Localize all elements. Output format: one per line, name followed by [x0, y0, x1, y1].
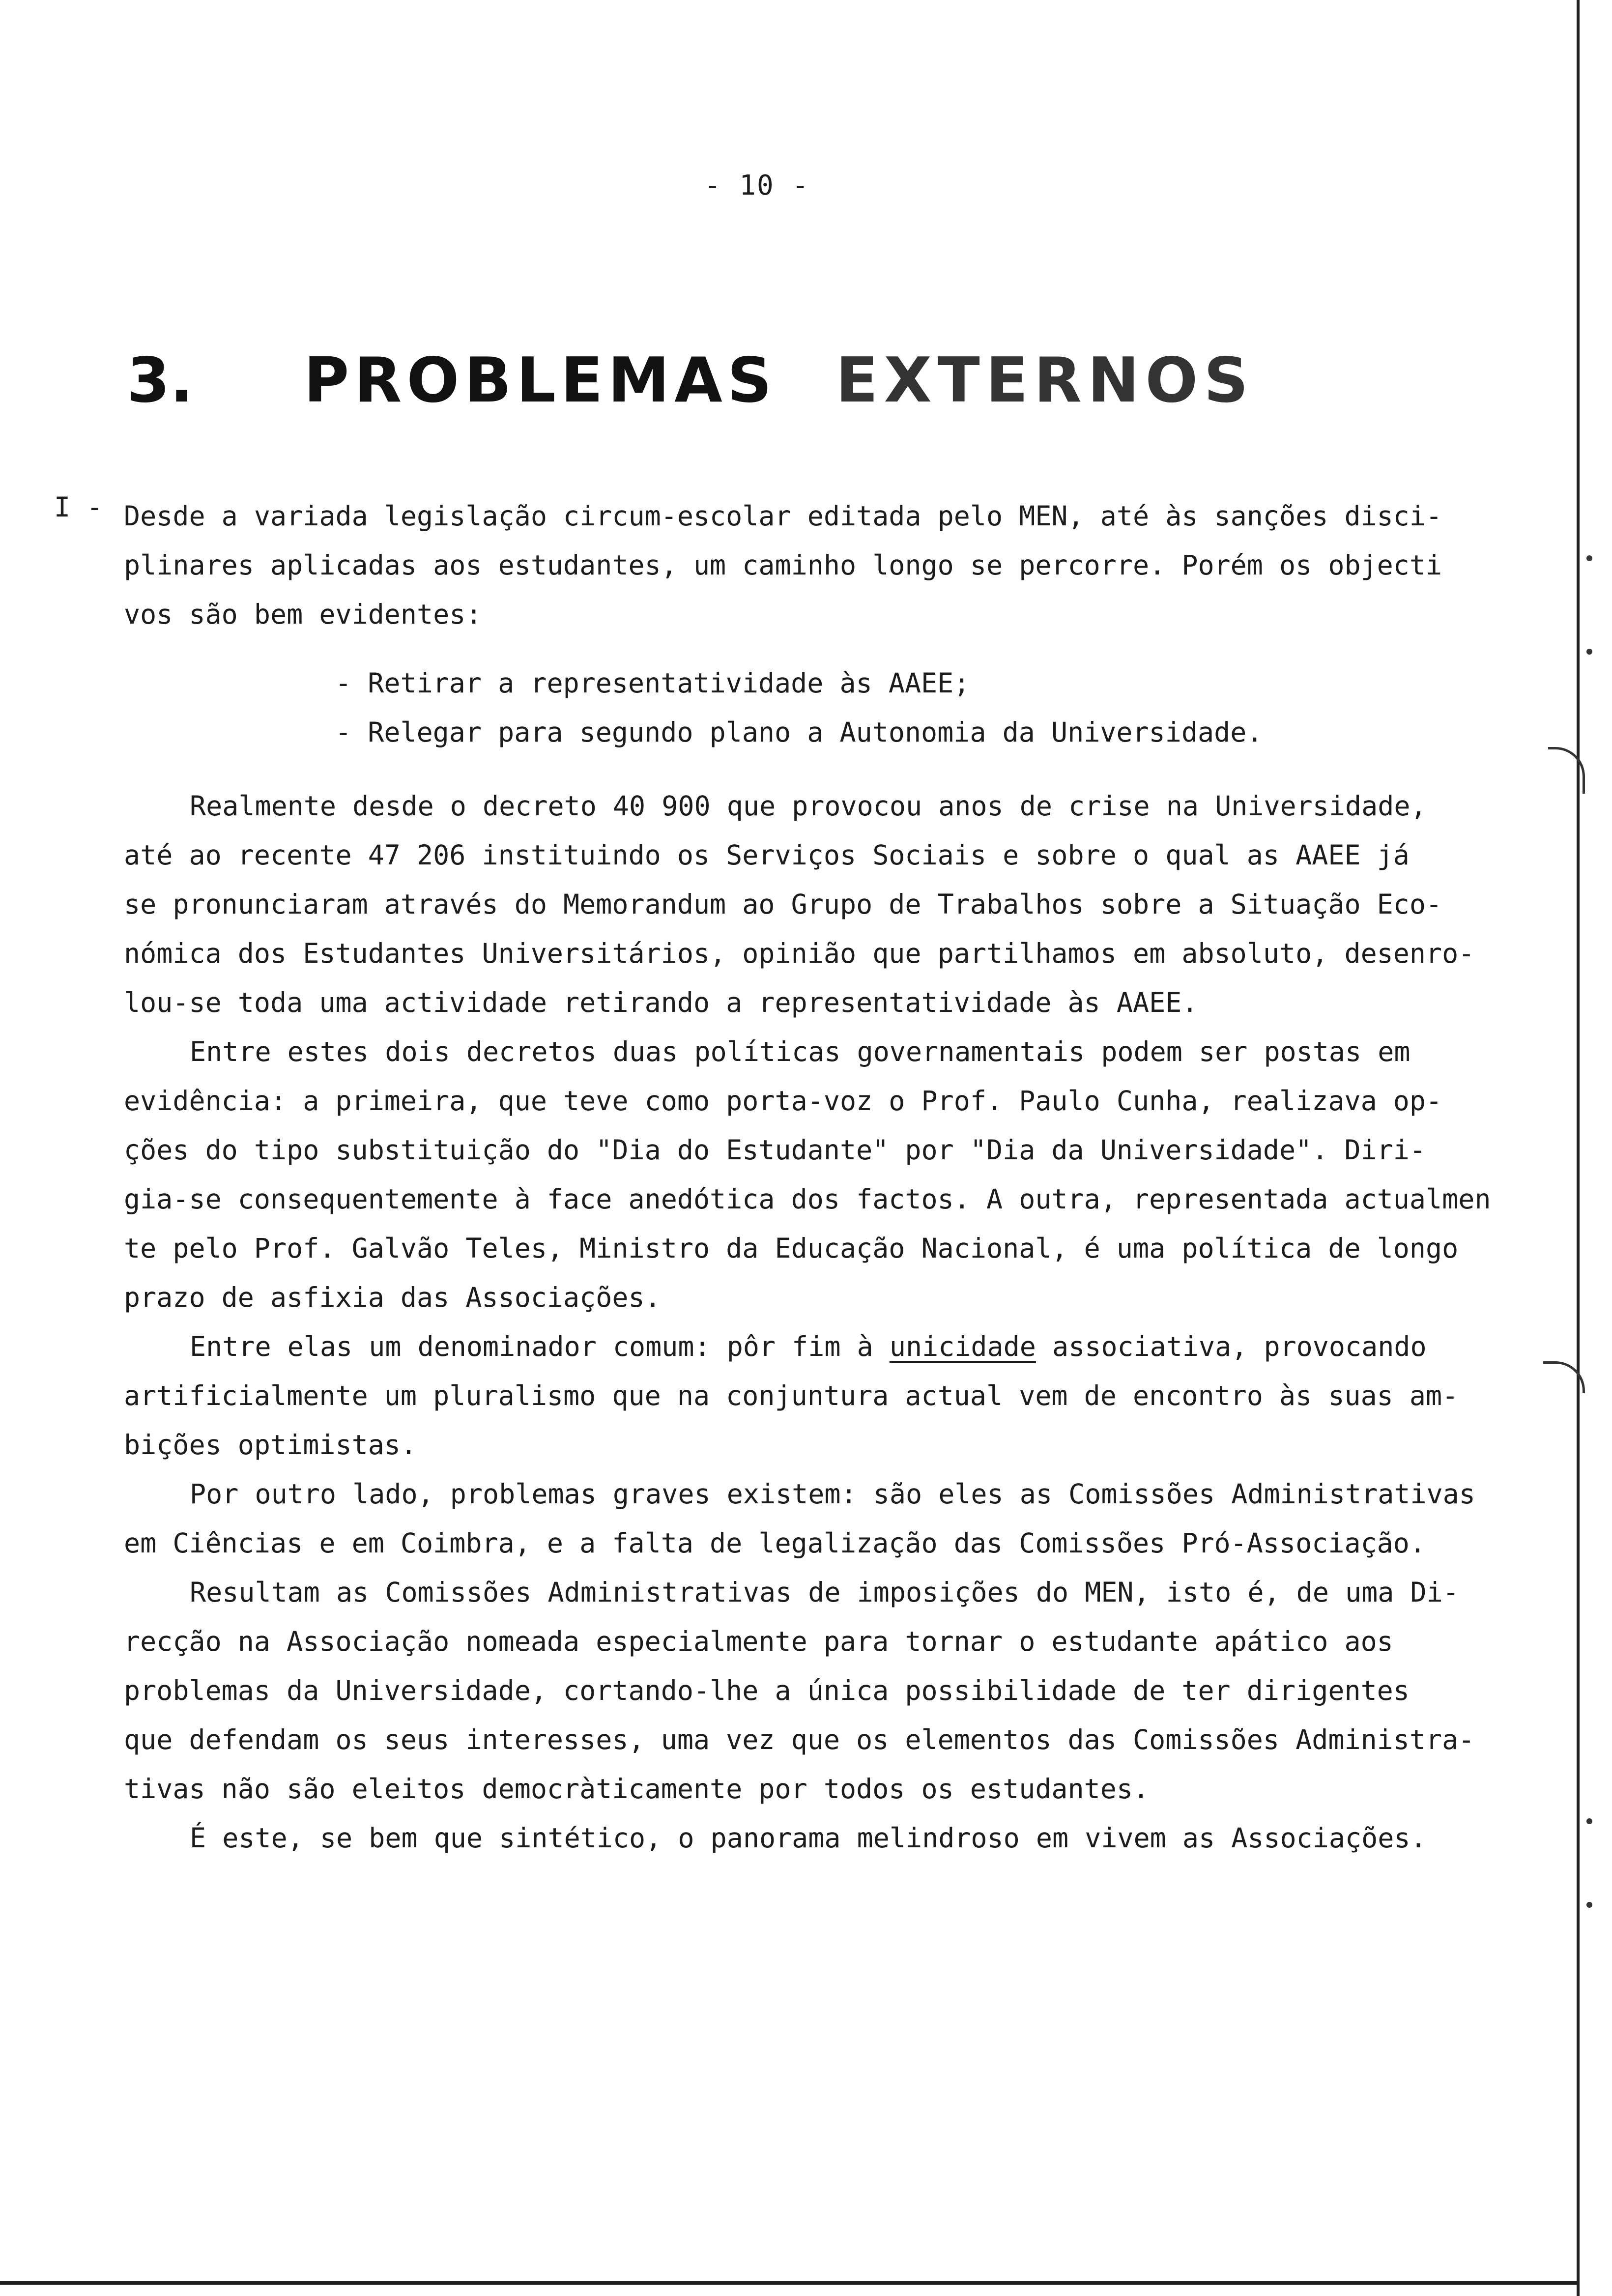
heading-number: 3. — [127, 344, 194, 416]
text-line: evidência: a primeira, que teve como porta-voz o Prof. Paulo Cunha, realizava op- — [124, 1085, 1442, 1117]
scan-dot — [1586, 555, 1592, 561]
text-line: bições optimistas. — [124, 1429, 417, 1461]
text-line: problemas da Universidade, cortando-lhe a única possibilidade de ter dirigentes — [124, 1675, 1410, 1706]
text-line: nómica dos Estudantes Universitários, opinião que partilhamos em absoluto, desenro- — [124, 938, 1475, 969]
paragraph — [124, 1027, 1491, 1322]
paragraph — [124, 781, 1474, 1027]
bottom-margin-rule — [0, 2281, 1577, 2285]
underlined-word: unicidade — [889, 1331, 1036, 1362]
text-line: que defendam os seus interesses, uma vez que os elementos das Comissões Administra- — [124, 1724, 1475, 1755]
text-line: Desde a variada legislação circum-escolar editada pelo MEN, até às sanções disci- — [124, 500, 1442, 532]
heading-word-1: PROBLEMAS — [304, 344, 777, 416]
text-line: prazo de asfixia das Associações. — [124, 1282, 661, 1313]
text-line: artificialmente um pluralismo que na conjuntura actual vem de encontro às suas am- — [124, 1380, 1459, 1411]
text-line: Realmente desde o decreto 40 900 que provocou anos de crise na Universidade, — [190, 790, 1427, 822]
heading-word-2: EXTERNOS — [835, 344, 1255, 416]
text-line: lou-se toda uma actividade retirando a representatividade às AAEE. — [124, 987, 1198, 1018]
text-line: em Ciências e em Coimbra, e a falta de legalização das Comissões Pró-Associação. — [124, 1527, 1426, 1559]
text-segment: associativa, provocando — [1036, 1331, 1427, 1362]
text-line: ções do tipo substituição do "Dia do Estudante" por "Dia da Universidade". Diri- — [124, 1134, 1426, 1166]
text-line: se pronunciaram através do Memorandum ao Grupo de Trabalhos sobre a Situação Eco- — [124, 889, 1442, 920]
scan-dot — [1586, 1902, 1592, 1908]
text-line: gia-se consequentemente à face anedótica dos factos. A outra, representada actualmen — [124, 1183, 1491, 1215]
bullet-item: - Retirar a representatividade às AAEE; — [335, 667, 970, 699]
paragraph — [124, 1469, 1475, 1568]
section-marker: I - — [54, 491, 103, 523]
text-line: recção na Associação nomeada especialmente para tornar o estudante apático aos — [124, 1626, 1393, 1657]
paragraph — [124, 1322, 1458, 1469]
scan-dot — [1586, 649, 1592, 655]
text-line: te pelo Prof. Galvão Teles, Ministro da Educação Nacional, é uma política de longo — [124, 1233, 1459, 1264]
text-line: Entre estes dois decretos duas políticas governamentais podem ser postas em — [190, 1036, 1410, 1067]
paragraph — [124, 1813, 1427, 1863]
text-line: até ao recente 47 206 instituindo os Serviços Sociais e sobre o qual as AAEE já — [124, 839, 1410, 871]
text-line: vos são bem evidentes: — [124, 599, 482, 630]
intro-paragraph — [124, 491, 1442, 639]
bullet-item: - Relegar para segundo plano a Autonomia da Universidade. — [335, 717, 1263, 748]
scan-dot — [1586, 1818, 1592, 1824]
text-segment: Entre elas um denominador comum: pôr fim à — [190, 1331, 890, 1362]
page-number: - 10 - — [704, 170, 810, 201]
text-line: É este, se bem que sintético, o panorama melindroso em vivem as Associações. — [190, 1822, 1427, 1854]
text-line: plinares aplicadas aos estudantes, um caminho longo se percorre. Porém os objecti — [124, 549, 1442, 581]
paragraph — [124, 1568, 1474, 1813]
section-heading — [127, 344, 1254, 416]
right-margin-rule — [1577, 0, 1580, 2296]
text-line: tivas não são eleitos democràticamente por todos os estudantes. — [124, 1773, 1150, 1805]
text-line: Por outro lado, problemas graves existem: são eles as Comissões Administrativas — [190, 1478, 1475, 1510]
text-line: Resultam as Comissões Administrativas de imposições do MEN, isto é, de uma Di- — [190, 1577, 1459, 1608]
text-line — [124, 1322, 1458, 1371]
